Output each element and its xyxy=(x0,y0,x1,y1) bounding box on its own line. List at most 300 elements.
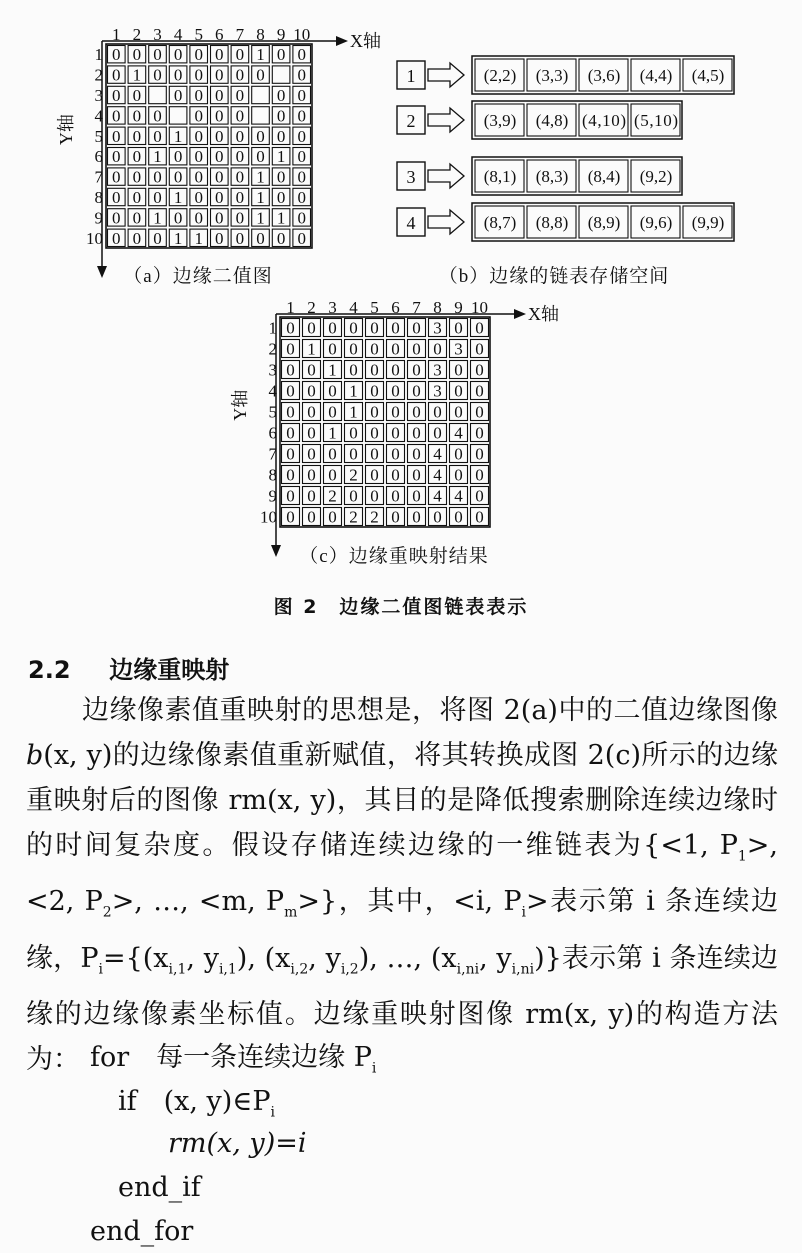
cell-value: 0 xyxy=(276,126,286,146)
cell-value: 0 xyxy=(256,65,265,85)
cell-value: 0 xyxy=(412,360,421,380)
cell-value: 0 xyxy=(297,106,306,126)
cell-value: 0 xyxy=(475,318,484,338)
cell-value: 0 xyxy=(433,339,442,359)
row-label: 9 xyxy=(94,208,103,228)
cell-value: 0 xyxy=(194,147,203,167)
cell-value: 0 xyxy=(194,106,203,126)
cell-value: 0 xyxy=(475,381,484,401)
row-label: 7 xyxy=(94,167,103,187)
cell-value: 1 xyxy=(256,45,265,65)
col-label: 3 xyxy=(328,298,337,317)
list-index: 3 xyxy=(406,167,416,187)
cell-value: 1 xyxy=(194,228,203,248)
col-label: 2 xyxy=(307,298,316,317)
code-line-4: end_if xyxy=(118,1172,201,1203)
cell-value: 0 xyxy=(173,65,183,85)
cell-value: 1 xyxy=(153,147,162,167)
cell-value: 0 xyxy=(391,444,400,464)
cell-value: 0 xyxy=(215,167,224,187)
col-label: 1 xyxy=(286,298,295,317)
col-label: 9 xyxy=(276,25,286,44)
cell-value: 0 xyxy=(475,339,484,359)
cell-value: 3 xyxy=(433,318,442,338)
cell-value: 0 xyxy=(286,318,295,338)
cell-value: 0 xyxy=(153,65,162,85)
cell-value: 0 xyxy=(194,188,203,207)
cell-value: 0 xyxy=(132,86,142,105)
cell-value: 0 xyxy=(349,423,358,443)
col-label: 6 xyxy=(215,25,224,44)
cell-value: 0 xyxy=(215,106,224,126)
cell-value: 0 xyxy=(297,65,306,85)
cell-value: 0 xyxy=(475,465,484,485)
cell-value: 0 xyxy=(433,423,442,443)
cell-value: 0 xyxy=(286,381,295,401)
cell-value: 1 xyxy=(173,188,183,207)
cell-value: 0 xyxy=(235,126,245,146)
cell-value: 0 xyxy=(112,106,121,126)
cell-value: 0 xyxy=(153,167,162,187)
cell-value: 0 xyxy=(391,318,400,338)
cell-value: 1 xyxy=(349,381,358,401)
caption-c: （c）边缘重映射结果 xyxy=(299,546,489,567)
cell-value: 0 xyxy=(173,147,183,167)
row-label: 4 xyxy=(94,106,103,126)
cell-value: 0 xyxy=(307,360,316,380)
cell-value: 0 xyxy=(307,423,316,443)
subscript: i,ni xyxy=(511,961,535,978)
para-text: ), …, (x xyxy=(358,942,457,974)
subscript: i,2 xyxy=(290,961,309,978)
cell-value: 0 xyxy=(349,318,358,338)
grid-cell xyxy=(252,86,270,103)
list-node-value: (8,7) xyxy=(483,213,517,232)
cell-value: 0 xyxy=(132,45,142,65)
x-axis-arrow xyxy=(336,36,348,46)
para-b: b xyxy=(26,740,44,771)
cell-value: 0 xyxy=(112,45,121,65)
cell-value: 0 xyxy=(307,486,316,506)
cell-value: 0 xyxy=(391,402,400,422)
col-label: 7 xyxy=(235,25,245,44)
col-label: 2 xyxy=(132,25,142,44)
cell-value: 0 xyxy=(132,228,142,248)
cell-value: 0 xyxy=(215,228,224,248)
cell-value: 0 xyxy=(297,147,306,167)
list-node-value: (5,10) xyxy=(634,111,678,130)
cell-value: 0 xyxy=(286,360,295,380)
cell-value: 0 xyxy=(391,507,400,527)
cell-value: 0 xyxy=(286,402,295,422)
col-label: 5 xyxy=(370,298,379,317)
cell-value: 0 xyxy=(276,188,286,207)
para-text: >表示第 i 条连续边缘，P xyxy=(26,886,778,974)
col-label: 10 xyxy=(293,25,311,44)
row-label: 6 xyxy=(94,147,103,167)
list-arrow xyxy=(428,63,464,87)
cell-value: 0 xyxy=(391,360,400,380)
para-text: )}表示第 i 条连续边缘的边缘像素坐标值。边缘重映射图像 rm(x, y)的构造方法为： xyxy=(26,942,778,1076)
cell-value: 0 xyxy=(153,126,162,146)
cell-value: 0 xyxy=(391,423,400,443)
row-label: 5 xyxy=(94,126,103,146)
list-node-value: (8,3) xyxy=(535,167,569,186)
list-index: 2 xyxy=(406,111,416,131)
cell-value: 0 xyxy=(307,318,316,338)
para-text: 边缘像素值重映射的思想是，将图 2(a)中的二值边缘图像 xyxy=(82,695,778,726)
cell-value: 2 xyxy=(370,507,379,527)
cell-value: 0 xyxy=(173,208,183,228)
cell-value: 0 xyxy=(328,339,337,359)
row-label: 8 xyxy=(94,188,103,207)
grid-c-remap-result xyxy=(230,298,559,557)
cell-value: 0 xyxy=(370,360,379,380)
cell-value: 0 xyxy=(112,228,121,248)
row-label: 10 xyxy=(260,507,277,527)
cell-value: 0 xyxy=(370,444,379,464)
cell-value: 0 xyxy=(370,339,379,359)
cell-value: 0 xyxy=(215,65,224,85)
y-axis-arrow xyxy=(97,266,107,278)
cell-value: 0 xyxy=(235,106,245,126)
list-arrow xyxy=(428,108,464,132)
cell-value: 0 xyxy=(194,45,203,65)
cell-value: 4 xyxy=(433,465,442,485)
row-label: 4 xyxy=(268,381,277,401)
figure-2 xyxy=(0,0,802,618)
cell-value: 1 xyxy=(307,339,316,359)
row-label: 9 xyxy=(268,486,277,506)
cell-value: 1 xyxy=(132,65,142,85)
cell-value: 0 xyxy=(307,402,316,422)
cell-value: 0 xyxy=(194,208,203,228)
para-text: , y xyxy=(308,942,341,974)
cell-value: 1 xyxy=(256,167,265,187)
list-node-value: (3,3) xyxy=(535,66,569,85)
para-text: >, …, <m, P xyxy=(111,886,285,918)
cell-value: 0 xyxy=(215,188,224,207)
linked-list-storage xyxy=(397,56,734,241)
grid-cell xyxy=(272,66,290,83)
col-label: 4 xyxy=(349,298,358,317)
cell-value: 0 xyxy=(215,86,224,105)
cell-value: 1 xyxy=(173,126,183,146)
cell-value: 0 xyxy=(153,188,162,207)
x-axis-arrow xyxy=(514,309,526,319)
cell-value: 0 xyxy=(235,147,245,167)
cell-value: 4 xyxy=(454,423,463,443)
x-axis-label: X轴 xyxy=(350,31,381,51)
section-heading xyxy=(28,650,229,685)
cell-value: 0 xyxy=(173,45,183,65)
cell-value: 0 xyxy=(235,86,245,105)
caption-a: （a）边缘二值图 xyxy=(123,266,273,287)
cell-value: 3 xyxy=(454,339,463,359)
cell-value: 0 xyxy=(328,465,337,485)
col-label: 8 xyxy=(256,25,265,44)
list-node-value: (4,4) xyxy=(639,66,673,85)
para-text: ={(x xyxy=(102,942,169,974)
cell-value: 0 xyxy=(112,188,121,207)
cell-value: 0 xyxy=(286,465,295,485)
cell-value: 0 xyxy=(454,381,463,401)
cell-value: 0 xyxy=(276,45,286,65)
cell-value: 1 xyxy=(349,402,358,422)
subscript: 2 xyxy=(102,904,112,921)
cell-value: 0 xyxy=(412,486,421,506)
cell-value: 0 xyxy=(307,465,316,485)
cell-value: 0 xyxy=(215,147,224,167)
cell-value: 2 xyxy=(349,507,358,527)
cell-value: 0 xyxy=(328,318,337,338)
cell-value: 0 xyxy=(215,126,224,146)
list-index: 4 xyxy=(406,213,416,233)
cell-value: 0 xyxy=(454,465,463,485)
code-text: if (x, y)∈P xyxy=(118,1086,271,1117)
y-axis-arrow xyxy=(271,545,281,557)
para-text: (x, y)的边缘像素值重新赋值，将其转换成图 2(c)所示的边缘重映射后的图像 rm(x, y)，其目的是降低搜索删除连续边缘时的时间复杂度。假设存储连续边缘的一维链表为{<1, P xyxy=(26,740,778,861)
cell-value: 0 xyxy=(194,65,203,85)
cell-value: 0 xyxy=(276,86,286,105)
list-node-value: (4,5) xyxy=(691,66,725,85)
list-node-value: (2,2) xyxy=(483,66,517,85)
cell-value: 0 xyxy=(412,381,421,401)
cell-value: 0 xyxy=(297,188,306,207)
cell-value: 0 xyxy=(286,339,295,359)
cell-value: 0 xyxy=(391,339,400,359)
row-label: 5 xyxy=(268,402,277,422)
cell-value: 0 xyxy=(328,444,337,464)
list-node-value: (3,6) xyxy=(587,66,621,85)
row-label: 2 xyxy=(94,65,103,85)
cell-value: 0 xyxy=(194,126,203,146)
cell-value: 2 xyxy=(328,486,337,506)
cell-value: 0 xyxy=(112,147,121,167)
cell-value: 0 xyxy=(370,423,379,443)
cell-value: 0 xyxy=(153,106,162,126)
cell-value: 0 xyxy=(194,86,203,105)
cell-value: 2 xyxy=(349,465,358,485)
row-label: 10 xyxy=(86,228,103,248)
grid-cell xyxy=(169,107,187,124)
cell-value: 0 xyxy=(307,444,316,464)
cell-value: 0 xyxy=(132,208,142,228)
list-arrow xyxy=(428,210,464,234)
list-node-value: (3,9) xyxy=(483,111,517,130)
subscript: m xyxy=(284,904,298,921)
cell-value: 1 xyxy=(276,208,286,228)
cell-value: 0 xyxy=(132,147,142,167)
cell-value: 0 xyxy=(328,381,337,401)
cell-value: 0 xyxy=(297,86,306,105)
row-label: 6 xyxy=(268,423,277,443)
cell-value: 0 xyxy=(132,167,142,187)
cell-value: 0 xyxy=(112,126,121,146)
section-number: 2.2 xyxy=(28,656,71,684)
cell-value: 1 xyxy=(328,423,337,443)
row-label: 1 xyxy=(268,318,277,338)
cell-value: 0 xyxy=(349,486,358,506)
para-text: ), (x xyxy=(236,942,291,974)
row-label: 7 xyxy=(268,444,277,464)
cell-value: 0 xyxy=(112,167,121,187)
cell-value: 0 xyxy=(276,106,286,126)
cell-value: 0 xyxy=(412,339,421,359)
cell-value: 0 xyxy=(454,444,463,464)
cell-value: 0 xyxy=(215,45,224,65)
col-label: 8 xyxy=(433,298,442,317)
cell-value: 0 xyxy=(173,167,183,187)
body-paragraph xyxy=(26,688,778,1082)
cell-value: 0 xyxy=(307,507,316,527)
code-line-3: rm(x, y)=i xyxy=(168,1128,307,1159)
cell-value: 0 xyxy=(286,423,295,443)
list-node-value: (4,10) xyxy=(582,111,626,130)
subscript: i,2 xyxy=(340,961,359,978)
cell-value: 0 xyxy=(349,444,358,464)
cell-value: 0 xyxy=(391,381,400,401)
row-label: 1 xyxy=(94,45,103,65)
cell-value: 0 xyxy=(328,402,337,422)
subscript: i xyxy=(371,1060,377,1077)
subscript: i,1 xyxy=(218,961,237,978)
cell-value: 0 xyxy=(297,45,306,65)
subscript: i xyxy=(270,1104,275,1121)
cell-value: 4 xyxy=(433,444,442,464)
row-label: 3 xyxy=(94,86,103,105)
col-label: 7 xyxy=(412,298,421,317)
list-node-value: (8,4) xyxy=(587,167,621,186)
grid-a-binary-edge-map xyxy=(56,25,381,278)
para-text: , y xyxy=(479,942,512,974)
cell-value: 0 xyxy=(297,228,306,248)
cell-value: 0 xyxy=(391,486,400,506)
cell-value: 0 xyxy=(112,208,121,228)
cell-value: 0 xyxy=(112,65,121,85)
cell-value: 0 xyxy=(349,339,358,359)
cell-value: 0 xyxy=(297,167,306,187)
cell-value: 0 xyxy=(412,402,421,422)
col-label: 6 xyxy=(391,298,400,317)
list-index: 1 xyxy=(406,66,416,86)
code-text: for 每一条连续边缘 P xyxy=(90,1042,372,1073)
cell-value: 0 xyxy=(286,507,295,527)
cell-value: 0 xyxy=(307,381,316,401)
col-label: 3 xyxy=(153,25,162,44)
cell-value: 0 xyxy=(412,444,421,464)
cell-value: 3 xyxy=(433,360,442,380)
subscript: i xyxy=(98,961,103,978)
cell-value: 0 xyxy=(112,86,121,105)
cell-value: 0 xyxy=(475,444,484,464)
cell-value: 0 xyxy=(475,507,484,527)
col-label: 10 xyxy=(471,298,488,317)
cell-value: 0 xyxy=(370,318,379,338)
cell-value: 0 xyxy=(412,465,421,485)
cell-value: 0 xyxy=(235,167,245,187)
cell-value: 0 xyxy=(153,45,162,65)
cell-value: 0 xyxy=(475,423,484,443)
cell-value: 0 xyxy=(370,402,379,422)
cell-value: 0 xyxy=(235,208,245,228)
list-node-value: (8,9) xyxy=(587,213,621,232)
cell-value: 0 xyxy=(235,45,245,65)
cell-value: 0 xyxy=(349,360,358,380)
cell-value: 0 xyxy=(412,423,421,443)
cell-value: 0 xyxy=(256,126,265,146)
cell-value: 0 xyxy=(215,208,224,228)
cell-value: 0 xyxy=(454,360,463,380)
cell-value: 0 xyxy=(475,360,484,380)
row-label: 2 xyxy=(268,339,277,359)
cell-value: 0 xyxy=(370,381,379,401)
cell-value: 0 xyxy=(276,228,286,248)
cell-value: 4 xyxy=(454,486,463,506)
cell-value: 0 xyxy=(286,444,295,464)
subscript: 1 xyxy=(737,848,747,865)
row-label: 8 xyxy=(268,465,277,485)
cell-value: 0 xyxy=(256,228,265,248)
cell-value: 1 xyxy=(328,360,337,380)
cell-value: 0 xyxy=(454,402,463,422)
cell-value: 4 xyxy=(433,486,442,506)
cell-value: 0 xyxy=(475,486,484,506)
cell-value: 0 xyxy=(370,465,379,485)
cell-value: 0 xyxy=(412,507,421,527)
col-label: 4 xyxy=(173,25,183,44)
list-node-value: (4,8) xyxy=(535,111,569,130)
cell-value: 0 xyxy=(132,106,142,126)
cell-value: 0 xyxy=(286,486,295,506)
cell-value: 0 xyxy=(235,228,245,248)
col-label: 9 xyxy=(454,298,463,317)
cell-value: 0 xyxy=(454,507,463,527)
cell-value: 3 xyxy=(433,381,442,401)
col-label: 1 xyxy=(112,25,121,44)
grid-cell xyxy=(149,86,167,103)
list-node-value: (8,1) xyxy=(483,167,517,186)
figure-caption: 图 2 边缘二值图链表表示 xyxy=(273,596,529,618)
cell-value: 0 xyxy=(433,507,442,527)
para-text: >, <2, P xyxy=(26,830,778,918)
cell-value: 0 xyxy=(256,147,265,167)
section-title: 边缘重映射 xyxy=(109,656,230,684)
list-node-value: (9,2) xyxy=(639,167,673,186)
cell-value: 0 xyxy=(132,188,142,207)
para-text: , y xyxy=(186,942,219,974)
list-node-value: (9,6) xyxy=(639,213,673,232)
subscript: i xyxy=(521,904,526,921)
subscript: i,1 xyxy=(168,961,187,978)
grid-cell xyxy=(252,107,270,124)
cell-value: 1 xyxy=(256,188,265,207)
cell-value: 0 xyxy=(370,486,379,506)
cell-value: 0 xyxy=(475,402,484,422)
cell-value: 0 xyxy=(235,188,245,207)
cell-value: 0 xyxy=(297,126,306,146)
cell-value: 0 xyxy=(132,126,142,146)
caption-b: （b）边缘的链表存储空间 xyxy=(438,266,670,287)
cell-value: 0 xyxy=(391,465,400,485)
y-axis-label: Y轴 xyxy=(56,114,76,146)
list-node-value: (8,8) xyxy=(535,213,569,232)
cell-value: 0 xyxy=(454,318,463,338)
para-text: >}，其中，<i, P xyxy=(297,886,522,918)
cell-value: 1 xyxy=(276,147,286,167)
cell-value: 0 xyxy=(173,86,183,105)
code-line-5: end_for xyxy=(90,1216,194,1247)
